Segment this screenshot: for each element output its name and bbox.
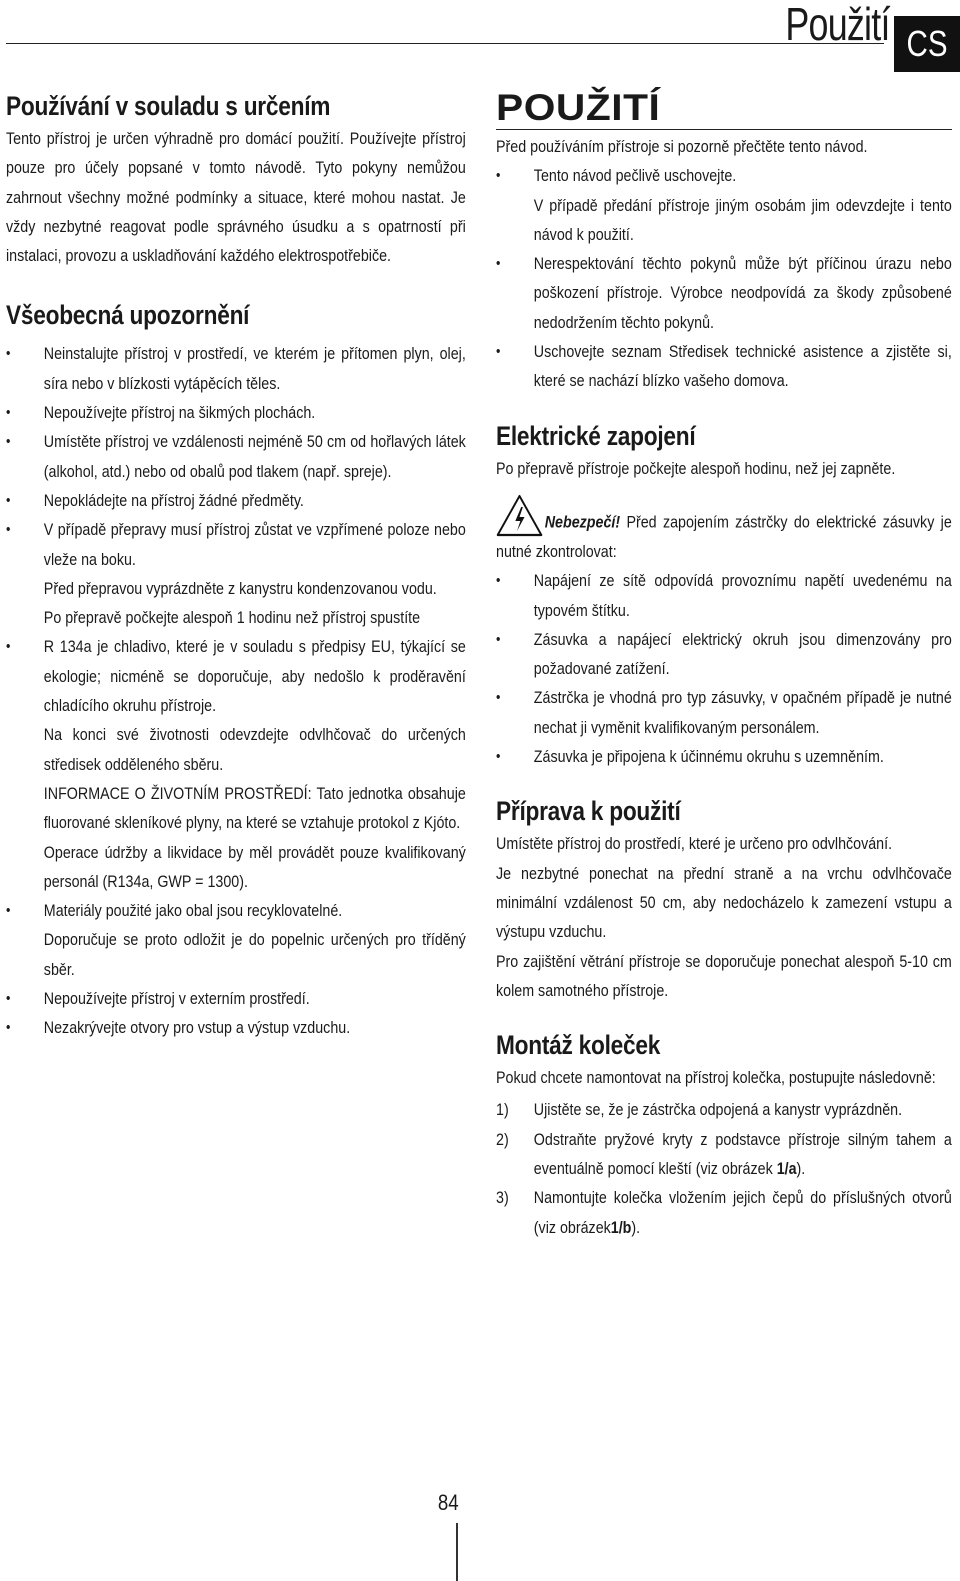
heading-wheel-assembly: Montáž koleček [496,1030,661,1061]
list-item: • R 134a je chladivo, které je v souladu s předpisy EU, týkající se ekologie; nicméně se doporučuje, aby nedošlo k proděravění chladícího okruhu přístroje. [6,632,466,720]
preparation-text-3: Pro zajištění větrání přístroje se doporučuje ponechat alespoň 5-10 cm kolem samotného přístroje. [496,951,952,1000]
step-item [496,1183,952,1242]
list-item: Před přepravou vyprázdněte z kanystru kondenzovanou vodu. [43,578,437,598]
wheel-steps [496,1095,952,1241]
list-item: Po přepravě počkejte alespoň 1 hodinu než přístroj spustíte [43,608,421,628]
preparation-text-1: Umístěte přístroj do prostředí, které je určeno pro odvlhčování. [496,834,893,854]
list-item: Na konci své životnosti odevzdejte odvlhčovač do určených středisek odděleného sběru. [43,725,466,774]
preparation-text-2: Je nezbytné ponechat na přední straně a na vrchu odvlhčovače minimální vzdálenost 50 cm, aby nedocházelo k zamezení vstupu a výstupu vzduchu. [496,863,952,942]
heading-intended-use: Používání v souladu s určením [6,91,331,121]
danger-label: Nebezpečí! [544,512,621,532]
step-number: 2) [496,1129,509,1149]
electric-hazard-icon [496,493,543,537]
step-tail: ). [796,1159,806,1179]
list-item: • Zástrčka je vhodná pro typ zásuvky, v opačném případě je nutné nechat ji vyměnit kvalifikovaným personálem. [496,683,952,742]
list-item: • Umístěte přístroj ve vzdálenosti nejméně 50 cm od hořlavých látek (alkohol, atd.) nebo od obalů pod tlakem (např. spreje). [6,427,466,486]
header-rule [6,43,884,44]
step-item [496,1125,952,1184]
list-item: • Zásuvka je připojena k účinnému okruhu s uzemněním. [496,742,952,771]
step-tail: ). [631,1217,641,1237]
list-item: • Materiály použité jako obal jsou recyklovatelné. [6,896,466,925]
step-text: Namontujte kolečka vložením jejich čepů do příslušných otvorů (viz obrázek [533,1188,952,1237]
warnings-list [6,339,466,1042]
section-title: Použití [785,0,890,50]
heading-electrical-connection: Elektrické zapojení [496,420,696,451]
list-item: • Tento návod pečlivě uschovejte. [496,161,952,190]
intro-text: Před používáním přístroje si pozorně přečtěte tento návod. [496,137,868,156]
list-item: • Napájení ze sítě odpovídá provoznímu napětí uvedenému na typovém štítku. [496,566,952,625]
step-number: 3) [496,1188,509,1208]
list-item: • Nezakrývejte otvory pro vstup a výstup vzduchu. [6,1013,466,1042]
wheel-intro-text: Pokud chcete namontovat na přístroj kolečka, postupujte následovně: [496,1068,936,1088]
list-item: Operace údržby a likvidace by měl provádět pouze kvalifikovaný personál (R134a, GWP = 1300). [43,842,466,891]
step-text: Odstraňte pryžové kryty z podstavce přístroje silným tahem a eventuálně pomocí kleští (viz obrázek [533,1129,952,1179]
step-text: Ujistěte se, že je zástrčka odpojená a kanystr vyprázdněn. [533,1100,903,1120]
step-item [496,1095,952,1124]
danger-paragraph [496,493,952,566]
intended-use-text: Tento přístroj je určen výhradně pro domácí použití. Používejte přístroj pouze pro účely popsané v tomto návodě. Tyto pokyny nemůžou zahrnout všechny možné podmínky a situace, které mohou nastat. Je vždy nezbytné reagovat podle správného úsudku a s opatrností při instalaci, provozu a uskladňování každého elektrospotřebiče. [6,129,466,266]
danger-text: Před zapojením zástrčky do elektrické zásuvky je nutné zkontrolovat: [496,512,952,561]
intro-list [496,161,952,395]
list-item: • V případě přepravy musí přístroj zůstat ve vzpřímené poloze nebo vleže na boku. [6,515,466,574]
list-item: • Zásuvka a napájecí elektrický okruh jsou dimenzovány pro požadované zatížení. [496,625,952,684]
list-item: V případě předání přístroje jiným osobám jim odevzdejte i tento návod k použití. [533,195,952,244]
list-item: • Uschovejte seznam Středisek technické asistence a zjistěte si, které se nachází blízko vašeho domova. [496,337,952,396]
figure-ref: 1/b [610,1217,632,1237]
left-column [6,88,466,1043]
list-item: • Nepoužívejte přístroj v externím prostředí. [6,984,466,1013]
figure-ref: 1/a [776,1159,797,1179]
step-number: 1) [496,1100,509,1120]
main-heading-text: POUŽITÍ [496,87,661,128]
list-item: • Nepoužívejte přístroj na šikmých plochách. [6,398,466,427]
heading-general-warnings: Všeobecná upozornění [6,300,250,331]
list-item: INFORMACE O ŽIVOTNÍM PROSTŘEDÍ: Tato jednotka obsahuje fluorované skleníkové plyny, na které se vztahuje protokol z Kjóto. [43,783,466,833]
list-item: • Nerespektování těchto pokynů může být příčinou úrazu nebo poškození přístroje. Výrobce neodpovídá za škody způsobené nedodržením těchto pokynů. [496,249,952,337]
main-heading [496,88,952,130]
language-code: CS [906,23,948,64]
list-item: • Nepokládejte na přístroj žádné předměty. [6,486,466,515]
electrical-list [496,566,952,771]
language-badge [894,16,960,72]
page-rule [456,1523,458,1581]
page-number: 84 [437,1490,459,1515]
heading-preparation: Příprava k použití [496,796,681,827]
right-column [496,88,952,1242]
list-item: • Neinstalujte přístroj v prostředí, ve kterém je přítomen plyn, olej, síra nebo v blízkosti vytápěcích těles. [6,339,466,398]
electrical-text: Po přepravě přístroje počkejte alespoň hodinu, než jej zapněte. [496,458,896,478]
list-item: Doporučuje se proto odložit je do popelnic určených pro tříděný sběr. [43,930,466,979]
